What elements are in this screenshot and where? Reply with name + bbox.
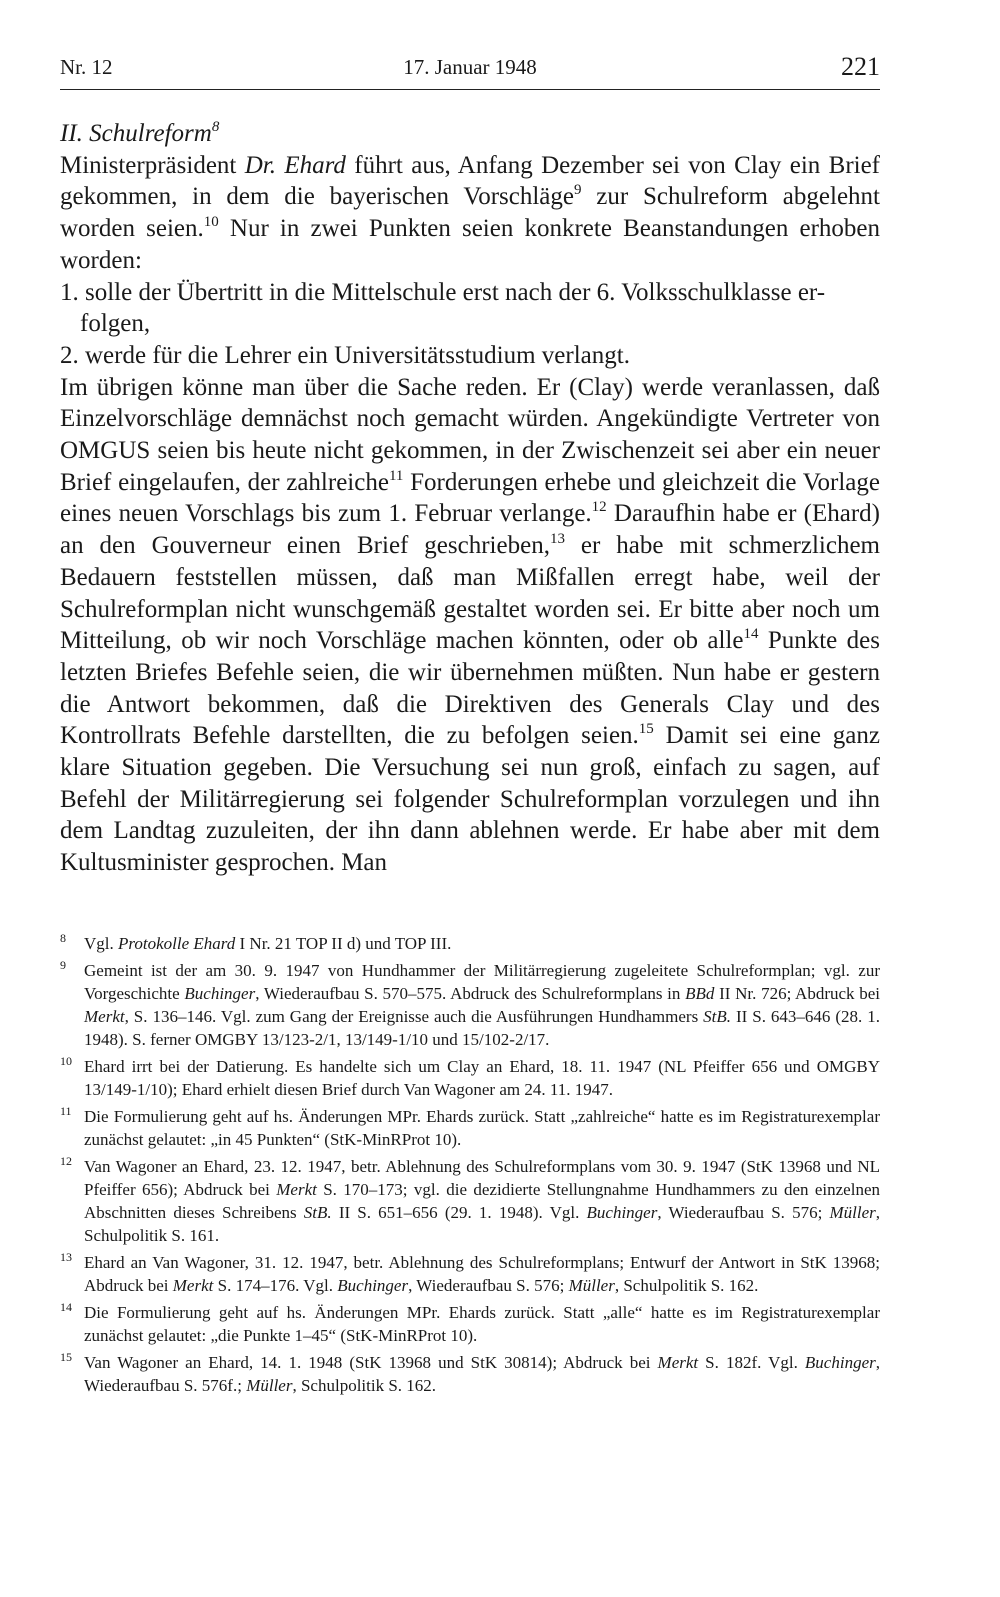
footnote-ref-11[interactable]: 11: [388, 467, 404, 484]
footnote-text: II S. 643–646 (28. 1. 1948). S. ferner OMGBY 13/123-2/1, 13/149-1/10 und 15/102-2/17.: [84, 1007, 880, 1049]
footnote-citation: StB.: [703, 1007, 731, 1026]
footnote-citation: StB.: [303, 1203, 332, 1222]
issue-number: Nr. 12: [60, 55, 113, 79]
footnote-text: Ehard irrt bei der Datierung. Es handelte sich um Clay an Ehard, 18. 11. 1947 (NL Pfeiffer 656 und OMGBY 13/149-1/10); Ehard erhielt diesen Brief durch Van Wagoner am 24. 11. 1947.: [84, 1057, 880, 1099]
footnote-number: 15: [60, 1350, 72, 1364]
footnote-number: 10: [60, 1054, 72, 1068]
footnote-citation: Merkt: [172, 1276, 214, 1295]
footnote-citation: BBd: [685, 984, 715, 1003]
footnote-text: Van Wagoner an Ehard, 23. 12. 1947, betr. Ablehnung des Schulreformplans vom 30. 9. 1947 (StK 13968 und NL Pfeiffer 656); Abdruck bei: [84, 1157, 880, 1199]
footnote-text: Die Formulierung geht auf hs. Änderungen MPr. Ehards zurück. Statt „zahlreiche“ hatte es im Registraturexemplar zunächst gelautet: „in 45 Punkten“ (StK-MinRProt 10).: [84, 1107, 880, 1149]
footnote-citation: Protokolle Ehard: [118, 934, 236, 953]
footnote-text: , Wiederaufbau S. 570–575. Abdruck des Schulreformplans in: [255, 984, 686, 1003]
footnote-text: S. 170–173; vgl. die dezidierte Stellungnahme Hundhammers zu den einzelnen Abschnitten dieses Schreibens: [84, 1180, 880, 1222]
footnote-ref-12[interactable]: 12: [591, 499, 607, 516]
footnote-text: II S. 651–656 (29. 1. 1948). Vgl.: [331, 1203, 587, 1222]
footnote-text: II Nr. 726; Abdruck bei: [714, 984, 881, 1003]
footnote-15: [60, 1351, 880, 1397]
footnote-citation: Buchinger: [337, 1276, 409, 1295]
paragraph-1: Ministerpräsident Dr. Ehard führt aus, Anfang Dezember sei von Clay ein Brief gekommen, in dem die bayerischen Vorschläge$^9$ zur Schulreform abgelehnt worden seien.$^{10}$ Nur in zwei Punkten seien konkrete Beanstandungen erhoben worden:: [60, 151, 881, 274]
footnote-ref-14[interactable]: 14: [743, 626, 759, 643]
footnote-text: Van Wagoner an Ehard, 14. 1. 1948 (StK 13968 und StK 30814); Abdruck bei: [84, 1353, 658, 1372]
running-header: [60, 52, 880, 90]
footnote-citation: Buchinger: [586, 1203, 658, 1222]
footnote-ref-8[interactable]: 8: [211, 119, 220, 135]
footnote-text: Die Formulierung geht auf hs. Änderungen MPr. Ehards zurück. Statt „alle“ hatte es im Registraturexemplar zunächst gelautet: „die Punkte 1–45“ (StK-MinRProt 10).: [84, 1303, 880, 1345]
speaker-name: Dr. Ehard: [244, 151, 346, 179]
footnote-citation: Müller: [568, 1276, 615, 1295]
header-date: 17. Januar 1948: [403, 55, 537, 79]
footnote-text: , Wiederaufbau S. 576;: [408, 1276, 569, 1295]
paragraph-2: Im übrigen könne man über die Sache reden. Er (Clay) werde veranlassen, daß Einzelvorschläge demnächst noch gemacht würden. Angekündigte Vertreter von OMGUS seien bis heute nicht gekommen, in der Zwischenzeit sei aber ein neuer Brief eingelaufen, der zahlreiche$^{11}$ Forderungen erhebe und gleichzeit die Vorlage eines neuen Vorschlags bis zum 1. Februar verlange.$^{12}$ Daraufhin habe er (Ehard) an den Gouverneur einen Brief geschrieben,$^{13}$ er habe mit schmerzlichem Bedauern feststellen müssen, daß man Mißfallen erregt habe, weil der Schulreformplan nicht wunschgemäß gestaltet worden sei. Er bitte aber noch um Mitteilung, ob wir noch Vorschläge machen könnten, oder ob alle$^{14}$ Punkte des letzten Briefes Befehle seien, die wir übernehmen müßten. Nun habe er gestern die Antwort bekommen, daß die Direktiven des Generals Clay und des Kontrollrats Befehle darstellten, die zu befolgen seien.$^{15}$ Damit sei eine ganz klare Situation gegeben. Die Versuchung sei nun groß, einfach zu sagen, auf Befehl der Militärregierung sei folgender Schulreformplan vorzulegen und ihn dem Landtag zuzuleiten, der ihn dann ablehnen werde. Er habe aber mit dem Kultusminister gesprochen. Man: [60, 373, 880, 877]
list-item-1: 1. solle der Übertritt in die Mittelschule erst nach der 6. Volksschulklasse er-: [60, 278, 826, 306]
footnote-text: Vgl.: [84, 934, 118, 953]
main-text: [60, 118, 880, 879]
footnote-14: [60, 1301, 880, 1347]
footnote-number: 8: [60, 931, 66, 945]
footnote-text: , Schulpolitik S. 162.: [614, 1276, 759, 1295]
footnote-text: , Schulpolitik S. 161.: [84, 1203, 880, 1245]
footnote-8: [60, 932, 880, 955]
footnote-ref-10[interactable]: 10: [203, 214, 219, 231]
footnote-citation: Buchinger: [184, 984, 256, 1003]
page-number: 221: [841, 52, 880, 81]
footnote-citation: Buchinger: [804, 1353, 876, 1372]
footnote-text: S. 182f. Vgl.: [698, 1353, 805, 1372]
list-item-2: 2. werde für die Lehrer ein Universitätsstudium verlangt.: [60, 341, 630, 369]
footnote-11: [60, 1105, 880, 1151]
footnote-9: [60, 959, 880, 1051]
footnote-number: 9: [60, 958, 66, 972]
footnote-12: [60, 1155, 880, 1247]
footnote-text: Ehard an Van Wagoner, 31. 12. 1947, betr. Ablehnung des Schulreformplans; Entwurf der Antwort in StK 13968; Abdruck bei: [84, 1253, 880, 1295]
footnote-13: [60, 1251, 880, 1297]
footnote-ref-9[interactable]: 9: [573, 182, 582, 199]
footnotes-section: [60, 932, 880, 1401]
list-item-1-continued: folgen,: [80, 310, 151, 338]
footnote-ref-13[interactable]: 13: [549, 531, 565, 548]
footnote-10: [60, 1055, 880, 1101]
footnote-text: , Wiederaufbau S. 576;: [657, 1203, 830, 1222]
footnote-text: I Nr. 21 TOP II d) und TOP III.: [235, 934, 452, 953]
footnote-number: 11: [60, 1104, 72, 1118]
footnote-text: , Schulpolitik S. 162.: [292, 1376, 437, 1395]
footnote-citation: Merkt: [84, 1007, 125, 1026]
footnote-number: 12: [60, 1154, 72, 1168]
footnote-citation: Müller: [246, 1376, 293, 1395]
footnote-text: , Wiederaufbau S. 576f.;: [84, 1353, 880, 1395]
footnote-citation: Merkt: [657, 1353, 699, 1372]
footnote-text: , S. 136–146. Vgl. zum Gang der Ereignisse auch die Ausführungen Hundhammers: [124, 1007, 704, 1026]
footnote-number: 13: [60, 1250, 72, 1264]
footnote-text: S. 174–176. Vgl.: [213, 1276, 338, 1295]
footnote-ref-15[interactable]: 15: [638, 721, 654, 738]
footnote-citation: Müller: [829, 1203, 876, 1222]
section-title: II. Schulreform$^8$: [60, 119, 220, 147]
footnote-citation: Merkt: [276, 1180, 317, 1199]
footnote-number: 14: [60, 1300, 72, 1314]
footnote-text: Gemeint ist der am 30. 9. 1947 von Hundhammer der Militärregierung zugeleitete Schulreformplan; vgl. zur Vorgeschichte: [84, 961, 880, 1003]
